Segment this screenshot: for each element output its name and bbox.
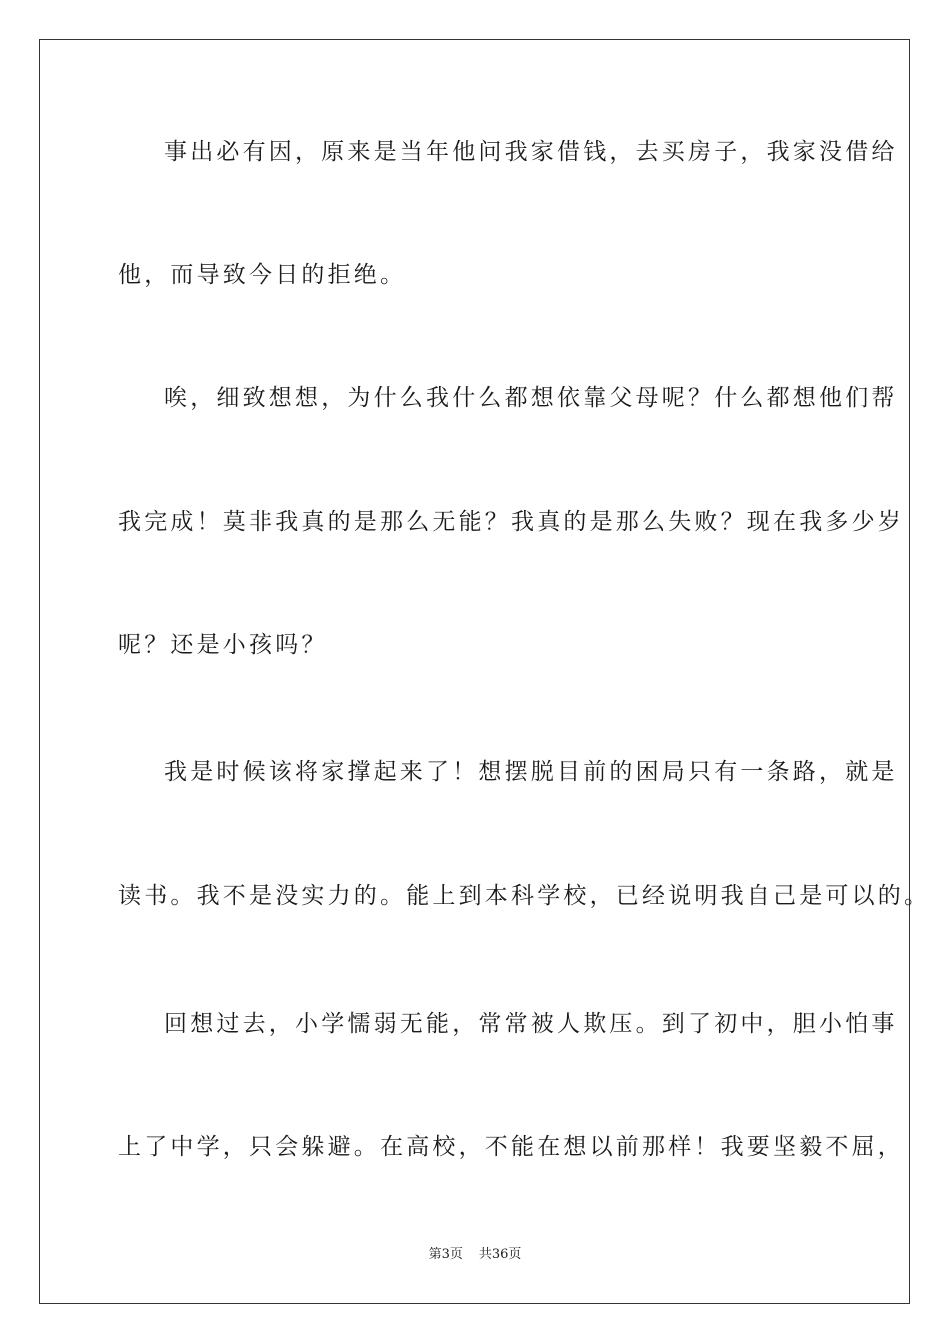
text-line: 上了中学，只会躲避。在高校，不能在想以前那样！我要坚毅不屈， — [118, 1134, 904, 1160]
text-line: 唉，细致想想，为什么我什么都想依靠父母呢？什么都想他们帮 — [164, 385, 898, 411]
text-line: 我完成！莫非我真的是那么无能？我真的是那么失败？现在我多少岁 — [118, 509, 904, 535]
text-line: 读书。我不是没实力的。能上到本科学校，已经说明我自己是可以的。 — [118, 883, 931, 909]
text-line: 事出必有因，原来是当年他问我家借钱，去买房子，我家没借给 — [164, 139, 898, 165]
text-line: 我是时候该将家撑起来了！想摆脱目前的困局只有一条路，就是 — [164, 759, 898, 785]
page-number: 第3页 — [428, 1247, 463, 1262]
page-total: 共36页 — [478, 1247, 522, 1262]
text-line: 他，而导致今日的拒绝。 — [118, 262, 407, 288]
page-footer — [0, 1246, 950, 1264]
text-line: 回想过去，小学懦弱无能，常常被人欺压。到了初中，胆小怕事 — [164, 1011, 898, 1037]
page-border — [39, 39, 910, 1304]
text-line: 呢？还是小孩吗？ — [118, 632, 328, 658]
